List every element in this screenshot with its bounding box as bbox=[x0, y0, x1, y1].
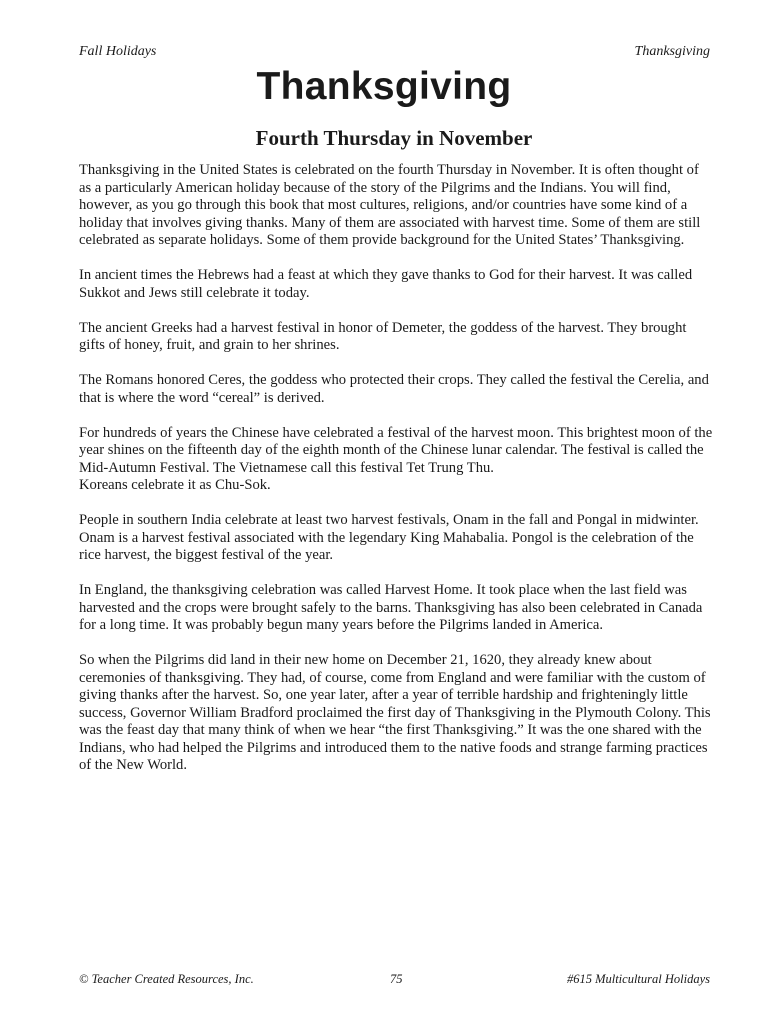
footer-copyright: © Teacher Created Resources, Inc. bbox=[79, 972, 254, 986]
paragraph-india: People in southern India celebrate at least two harvest festivals, Onam in the fall and Pongal in midwinter. Onam is a harvest festival associated with the legendary King Mahabalia. Pongol is the celebration of the rice harvest, the biggest festival of the year. bbox=[79, 512, 699, 563]
paragraph-chinese: For hundreds of years the Chinese have celebrated a festival of the harvest moon. This brightest moon of the year shines on the fifteenth day of the eighth month of the Chinese lunar calendar. The festival is called the Mid-Autumn Festival. The Vietnamese call this festival Tet Trung Thu. Koreans celebrate it as Chu-Sok. bbox=[79, 424, 713, 493]
header-topic-label: Thanksgiving bbox=[634, 44, 710, 59]
paragraph-pilgrims: So when the Pilgrims did land in their new home on December 21, 1620, they already knew about ceremonies of thanksgiving. They had, of course, come from England and were familiar with the custom of giving thanks after the harvest. So, one year later, after a year of terrible hardship and frighteningly little success, Governor William Bradford proclaimed the first day of Thanksgiving in the Plymouth Colony. This was the feast day that many think of when we hear “the first Thanksgiving.” It was the one shared with the Indians, who had helped the Pilgrims and introduced them to the native foods and strange farming practices of the New World. bbox=[79, 652, 711, 773]
running-header bbox=[79, 43, 710, 61]
header-section-label: Fall Holidays bbox=[79, 44, 157, 59]
page-subtitle: Fourth Thursday in November bbox=[255, 126, 533, 150]
paragraph-intro: Thanksgiving in the United States is celebrated on the fourth Thursday in November. It is often thought of as a particularly American holiday because of the story of the Pilgrims and the Indians. You will find, however, as you go through this book that most cultures, religions, and/or countries have some kind of a holiday that involves giving thanks. Many of them are associated with harvest time. Some of them are still celebrated as separate holidays. Some of them provide background for the United States’ Thanksgiving. bbox=[79, 162, 701, 248]
article-body bbox=[79, 162, 713, 792]
paragraph-england: In England, the thanksgiving celebration was called Harvest Home. It took place when the last field was harvested and the crops were brought safely to the barns. Thanksgiving has also been celebrated in Canada for a long time. It was probably begun many years before the Pilgrims landed in America. bbox=[79, 582, 703, 633]
footer-book-title: #615 Multicultural Holidays bbox=[566, 972, 710, 986]
paragraph-romans: The Romans honored Ceres, the goddess who protected their crops. They called the festival the Cerelia, and that is where the word “cereal” is derived. bbox=[79, 372, 709, 406]
paragraph-greeks: The ancient Greeks had a harvest festival in honor of Demeter, the goddess of the harvest. They brought gifts of honey, fruit, and grain to her shrines. bbox=[79, 319, 687, 353]
paragraph-hebrews: In ancient times the Hebrews had a feast at which they gave thanks to God for their harvest. It was called Sukkot and Jews still celebrate it today. bbox=[79, 267, 693, 301]
footer-page-number: 75 bbox=[390, 972, 403, 986]
page-title: Thanksgiving bbox=[256, 65, 512, 108]
